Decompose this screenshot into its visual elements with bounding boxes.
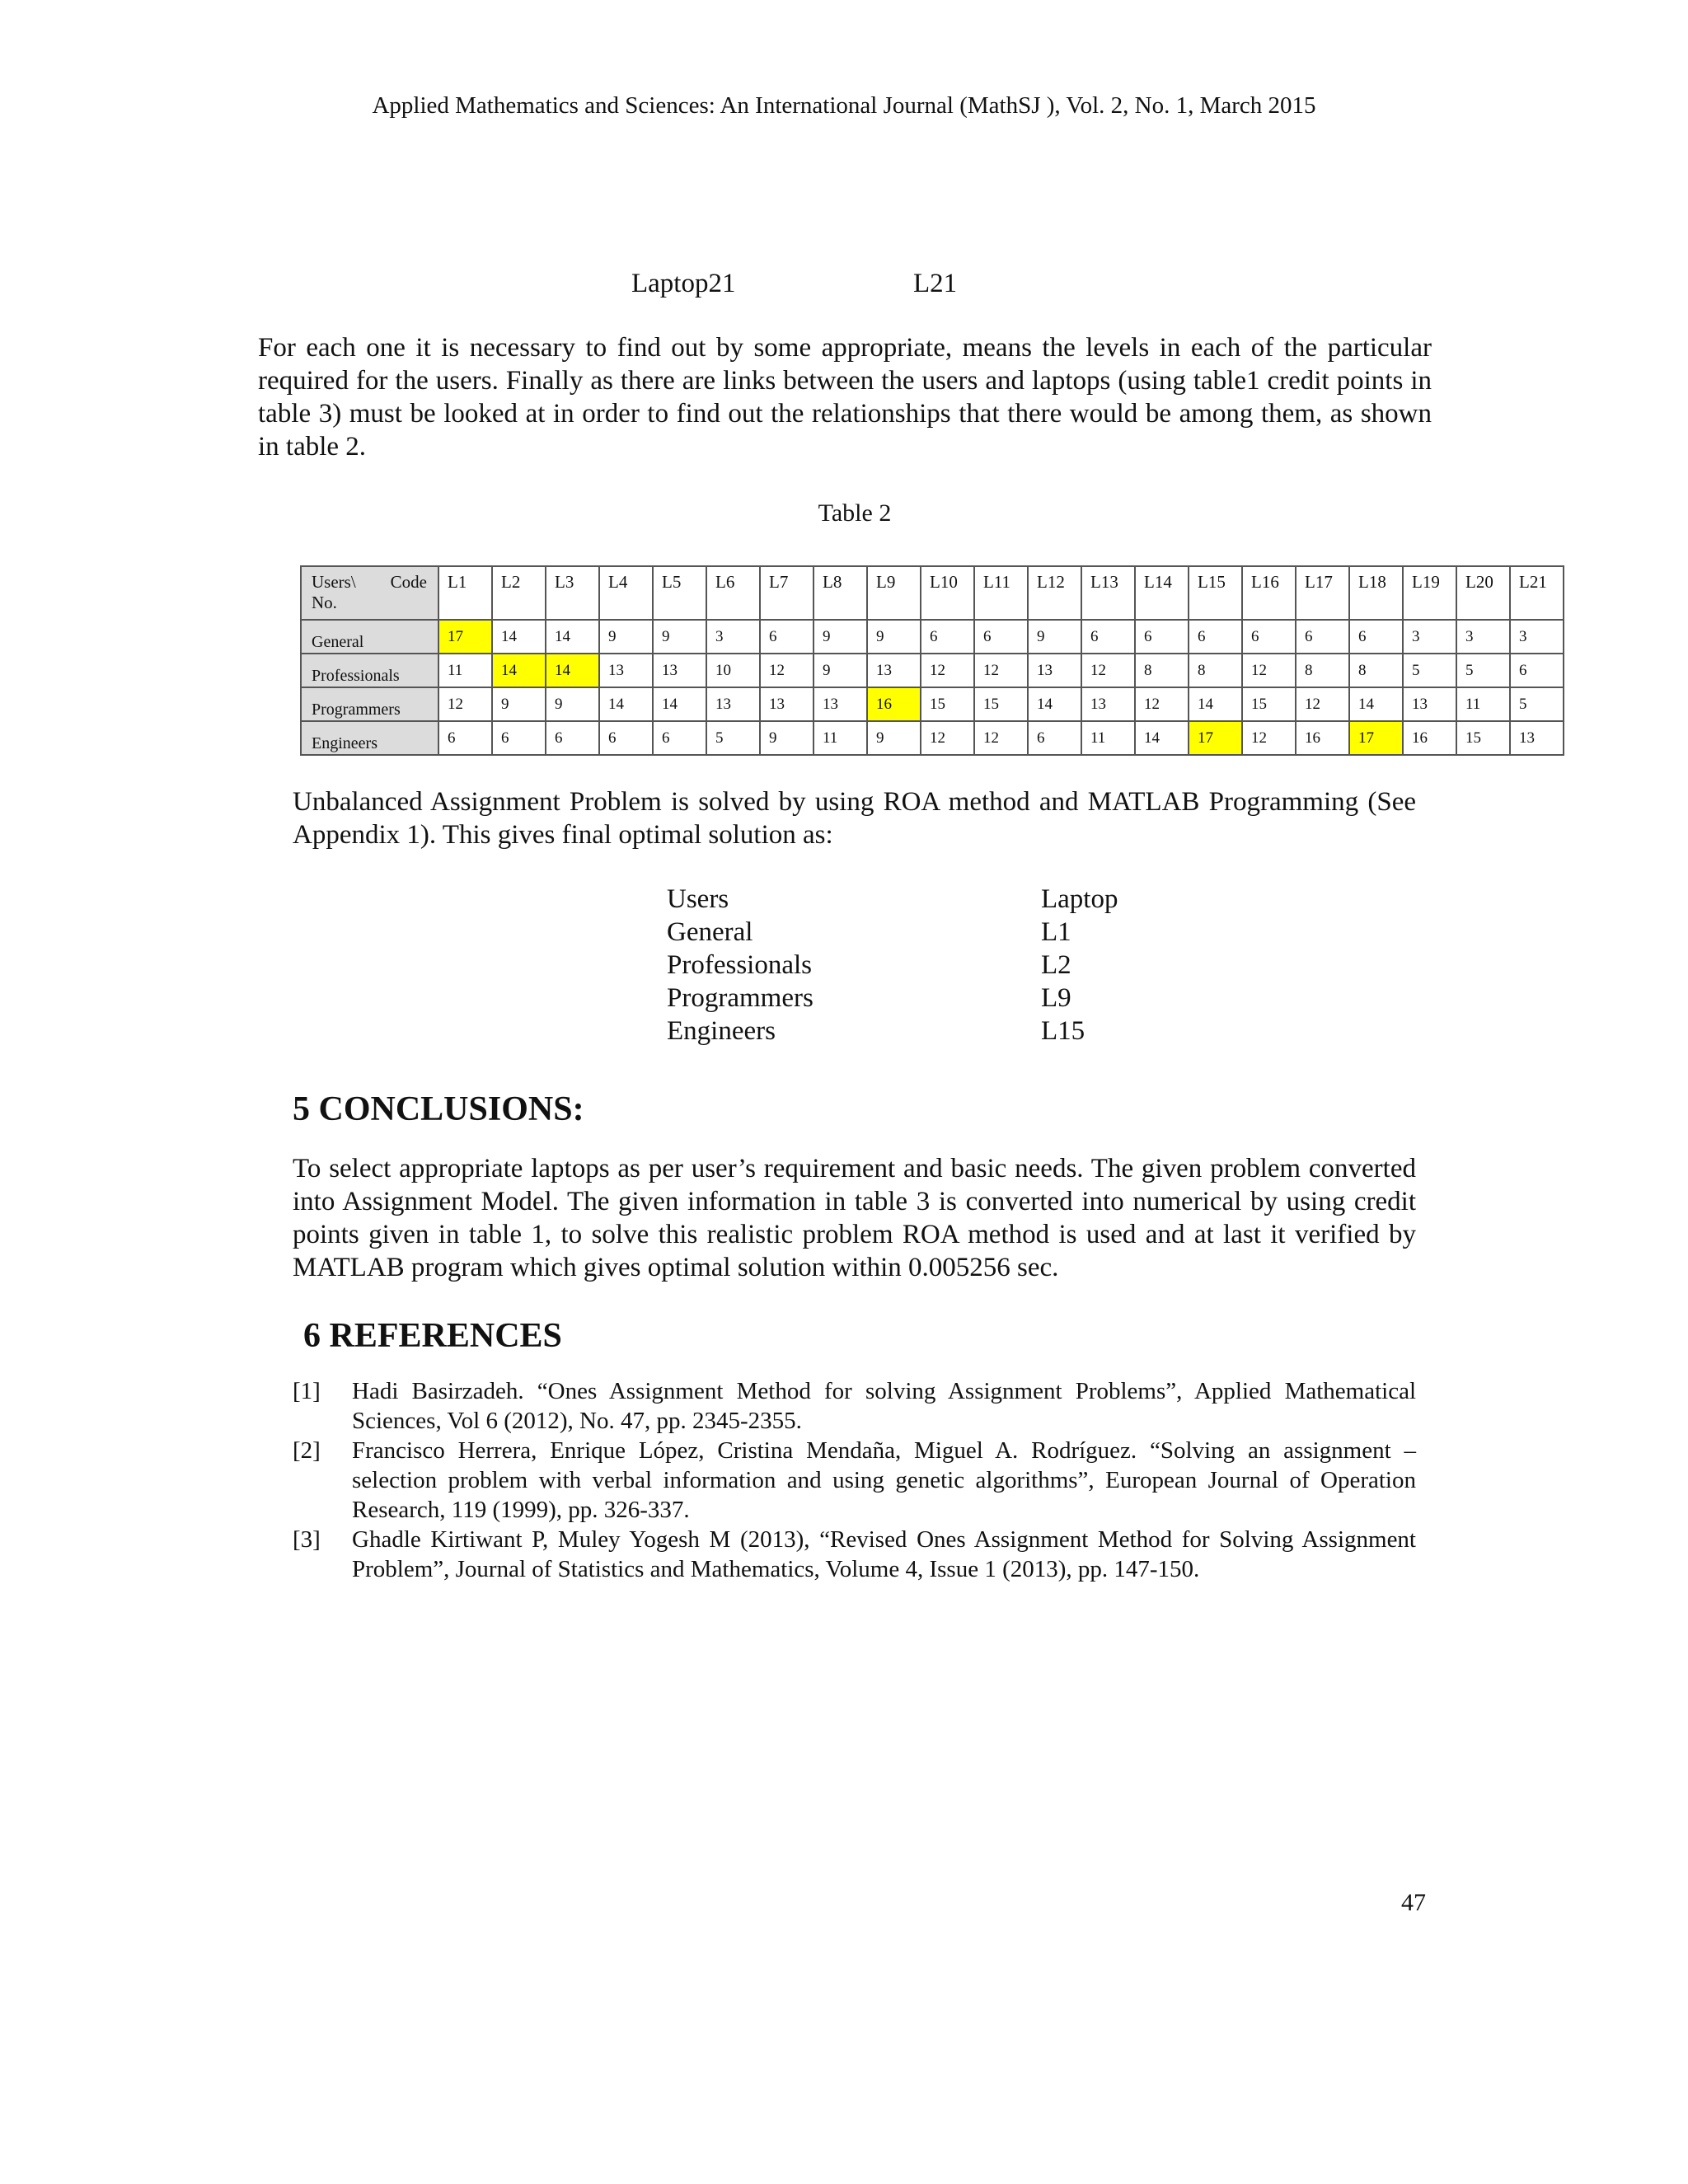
table-cell: 12 bbox=[760, 654, 814, 687]
table-cell: 12 bbox=[1242, 721, 1296, 755]
solution-row bbox=[667, 982, 1118, 1015]
row-label: Programmers bbox=[301, 687, 438, 721]
table-cell: 16 bbox=[1403, 721, 1456, 755]
column-header: L19 bbox=[1403, 566, 1456, 620]
table-cell: 9 bbox=[599, 620, 653, 654]
table-cell: 14 bbox=[1189, 687, 1242, 721]
solution-laptop: L2 bbox=[1041, 950, 1071, 980]
table-row bbox=[301, 620, 1564, 654]
table-cell: 12 bbox=[921, 654, 974, 687]
column-header: L12 bbox=[1028, 566, 1081, 620]
table-cell: 14 bbox=[492, 654, 546, 687]
table-cell: 12 bbox=[1242, 654, 1296, 687]
reference-text: Francisco Herrera, Enrique López, Cristina Mendaña, Miguel A. Rodríguez. “Solving an assignment – selection problem with verbal information and using genetic algorithms”, European Journal of Operation Research, 119 (1999), pp. 326-337. bbox=[352, 1437, 1416, 1523]
solution-user: General bbox=[667, 917, 753, 947]
column-header: L6 bbox=[706, 566, 760, 620]
table-cell: 13 bbox=[867, 654, 921, 687]
reference-item bbox=[293, 1436, 1416, 1525]
body-paragraph-3: To select appropriate laptops as per user’s requirement and basic needs. The given problem converted into Assignment Model. The given information in table 3 is converted into numerical by using credit points given in table 1, to solve this realistic problem ROA method is used and at last it verified by MATLAB program which gives optimal solution within 0.005256 sec. bbox=[293, 1154, 1416, 1282]
table-cell: 12 bbox=[438, 687, 492, 721]
column-header: L13 bbox=[1081, 566, 1135, 620]
table-cell: 9 bbox=[653, 620, 706, 654]
table-cell: 14 bbox=[1135, 721, 1189, 755]
reference-list bbox=[293, 1376, 1416, 1584]
table-cell: 6 bbox=[921, 620, 974, 654]
table-cell: 9 bbox=[760, 721, 814, 755]
table-cell: 17 bbox=[1349, 721, 1403, 755]
reference-text: Hadi Basirzadeh. “Ones Assignment Method for solving Assignment Problems”, Applied Mathematical Sciences, Vol 6 (2012), No. 47, pp. 2345-2355. bbox=[352, 1378, 1416, 1434]
table-cell: 6 bbox=[1081, 620, 1135, 654]
table-cell: 9 bbox=[492, 687, 546, 721]
optimal-solution-list bbox=[667, 883, 1118, 1047]
reference-number: [3] bbox=[293, 1526, 321, 1553]
table-cell: 6 bbox=[1135, 620, 1189, 654]
table-cell: 14 bbox=[1349, 687, 1403, 721]
page-number: 47 bbox=[1401, 1889, 1426, 1916]
table-2 bbox=[300, 565, 1564, 756]
column-header: L8 bbox=[814, 566, 867, 620]
table-cell: 16 bbox=[867, 687, 921, 721]
column-header: L10 bbox=[921, 566, 974, 620]
reference-number: [1] bbox=[293, 1378, 321, 1404]
solution-laptop: L9 bbox=[1041, 983, 1071, 1013]
table-cell: 11 bbox=[1081, 721, 1135, 755]
solution-user: Engineers bbox=[667, 1016, 776, 1046]
corner-no-label: No. bbox=[312, 593, 337, 612]
table-cell: 12 bbox=[1296, 687, 1349, 721]
table-cell: 6 bbox=[492, 721, 546, 755]
table-cell: 13 bbox=[760, 687, 814, 721]
column-header: L16 bbox=[1242, 566, 1296, 620]
table-row bbox=[301, 721, 1564, 755]
table-cell: 13 bbox=[1028, 654, 1081, 687]
table-cell: 13 bbox=[599, 654, 653, 687]
laptop-code: L21 bbox=[913, 269, 958, 298]
row-label: General bbox=[301, 620, 438, 654]
table-cell: 5 bbox=[706, 721, 760, 755]
table-row bbox=[301, 654, 1564, 687]
table-corner-cell bbox=[301, 566, 438, 620]
table-header-row bbox=[301, 566, 1564, 620]
table-cell: 9 bbox=[1028, 620, 1081, 654]
reference-item bbox=[293, 1376, 1416, 1436]
column-header: L9 bbox=[867, 566, 921, 620]
table-cell: 11 bbox=[1456, 687, 1510, 721]
table-cell: 13 bbox=[814, 687, 867, 721]
table-cell: 9 bbox=[814, 654, 867, 687]
solution-row bbox=[667, 949, 1118, 982]
table-cell: 6 bbox=[1510, 654, 1564, 687]
running-header: Applied Mathematics and Sciences: An International Journal (MathSJ ), Vol. 2, No. 1, March 2015 bbox=[372, 92, 1316, 119]
column-header: L21 bbox=[1510, 566, 1564, 620]
table-cell: 15 bbox=[974, 687, 1028, 721]
table-cell: 8 bbox=[1135, 654, 1189, 687]
table-cell: 8 bbox=[1189, 654, 1242, 687]
table-cell: 10 bbox=[706, 654, 760, 687]
table-cell: 3 bbox=[1403, 620, 1456, 654]
table-cell: 3 bbox=[1510, 620, 1564, 654]
table-cell: 14 bbox=[546, 654, 599, 687]
solution-user: Professionals bbox=[667, 950, 812, 980]
column-header: L3 bbox=[546, 566, 599, 620]
corner-code-label: Code bbox=[390, 572, 427, 592]
table-row bbox=[301, 687, 1564, 721]
column-header: L5 bbox=[653, 566, 706, 620]
table-cell: 12 bbox=[1135, 687, 1189, 721]
table-cell: 9 bbox=[546, 687, 599, 721]
table-cell: 6 bbox=[1296, 620, 1349, 654]
table-cell: 12 bbox=[974, 654, 1028, 687]
table-cell: 15 bbox=[1456, 721, 1510, 755]
solution-laptop: L15 bbox=[1041, 1016, 1085, 1046]
table-caption: Table 2 bbox=[818, 499, 892, 527]
section-heading-references: 6 REFERENCES bbox=[303, 1317, 562, 1355]
table-cell: 17 bbox=[1189, 721, 1242, 755]
column-header: L11 bbox=[974, 566, 1028, 620]
table-cell: 5 bbox=[1456, 654, 1510, 687]
section-heading-conclusions: 5 CONCLUSIONS: bbox=[293, 1090, 584, 1128]
table-cell: 6 bbox=[546, 721, 599, 755]
solution-laptop: L1 bbox=[1041, 917, 1071, 947]
reference-text: Ghadle Kirtiwant P, Muley Yogesh M (2013), “Revised Ones Assignment Method for Solving Assignment Problem”, Journal of Statistics and Mathematics, Volume 4, Issue 1 (2013), pp. 147-150. bbox=[352, 1526, 1416, 1582]
column-header: L1 bbox=[438, 566, 492, 620]
table-cell: 11 bbox=[438, 654, 492, 687]
data-table bbox=[300, 565, 1564, 756]
column-header: L20 bbox=[1456, 566, 1510, 620]
column-header: L2 bbox=[492, 566, 546, 620]
reference-number: [2] bbox=[293, 1437, 321, 1464]
row-label: Professionals bbox=[301, 654, 438, 687]
table-cell: 8 bbox=[1296, 654, 1349, 687]
table-cell: 11 bbox=[814, 721, 867, 755]
column-header: L15 bbox=[1189, 566, 1242, 620]
table-cell: 14 bbox=[653, 687, 706, 721]
table-cell: 12 bbox=[974, 721, 1028, 755]
table-cell: 6 bbox=[1189, 620, 1242, 654]
table-cell: 14 bbox=[492, 620, 546, 654]
table-cell: 14 bbox=[546, 620, 599, 654]
table-cell: 9 bbox=[867, 721, 921, 755]
body-paragraph-1: For each one it is necessary to find out by some appropriate, means the levels in each of the particular required for the users. Finally as there are links between the users and laptops (using table1 credit points in table 3) must be looked at in order to find out the relationships that there would be among them, as shown in table 2. bbox=[258, 333, 1432, 462]
solution-row bbox=[667, 916, 1118, 949]
table-cell: 6 bbox=[974, 620, 1028, 654]
table-cell: 16 bbox=[1296, 721, 1349, 755]
table-cell: 5 bbox=[1510, 687, 1564, 721]
solution-row bbox=[667, 1015, 1118, 1047]
column-header: L7 bbox=[760, 566, 814, 620]
table-cell: 5 bbox=[1403, 654, 1456, 687]
solution-header-laptop: Laptop bbox=[1041, 884, 1118, 914]
body-paragraph-2: Unbalanced Assignment Problem is solved by using ROA method and MATLAB Programming (See Appendix 1). This gives final optimal solution as: bbox=[293, 787, 1416, 850]
table-cell: 3 bbox=[1456, 620, 1510, 654]
table-cell: 13 bbox=[1081, 687, 1135, 721]
row-label: Engineers bbox=[301, 721, 438, 755]
table-cell: 14 bbox=[1028, 687, 1081, 721]
table-cell: 6 bbox=[653, 721, 706, 755]
table-cell: 9 bbox=[867, 620, 921, 654]
table-cell: 6 bbox=[1028, 721, 1081, 755]
table-cell: 6 bbox=[1349, 620, 1403, 654]
solution-header-users: Users bbox=[667, 884, 729, 914]
column-header: L4 bbox=[599, 566, 653, 620]
table-cell: 12 bbox=[921, 721, 974, 755]
table-cell: 17 bbox=[438, 620, 492, 654]
column-header: L14 bbox=[1135, 566, 1189, 620]
solution-user: Programmers bbox=[667, 983, 814, 1013]
column-header: L17 bbox=[1296, 566, 1349, 620]
table-cell: 14 bbox=[599, 687, 653, 721]
table-cell: 13 bbox=[1510, 721, 1564, 755]
table-cell: 13 bbox=[1403, 687, 1456, 721]
table-cell: 6 bbox=[438, 721, 492, 755]
table-cell: 9 bbox=[814, 620, 867, 654]
column-header: L18 bbox=[1349, 566, 1403, 620]
laptop-name: Laptop21 bbox=[631, 269, 736, 298]
solution-header-row bbox=[667, 883, 1118, 916]
reference-item bbox=[293, 1525, 1416, 1584]
table-cell: 8 bbox=[1349, 654, 1403, 687]
table-cell: 12 bbox=[1081, 654, 1135, 687]
table-cell: 6 bbox=[1242, 620, 1296, 654]
table-cell: 15 bbox=[1242, 687, 1296, 721]
corner-users-label: Users\ bbox=[312, 572, 356, 592]
table-cell: 6 bbox=[760, 620, 814, 654]
table-cell: 15 bbox=[921, 687, 974, 721]
table-cell: 3 bbox=[706, 620, 760, 654]
table-cell: 13 bbox=[653, 654, 706, 687]
table-cell: 6 bbox=[599, 721, 653, 755]
table-cell: 13 bbox=[706, 687, 760, 721]
